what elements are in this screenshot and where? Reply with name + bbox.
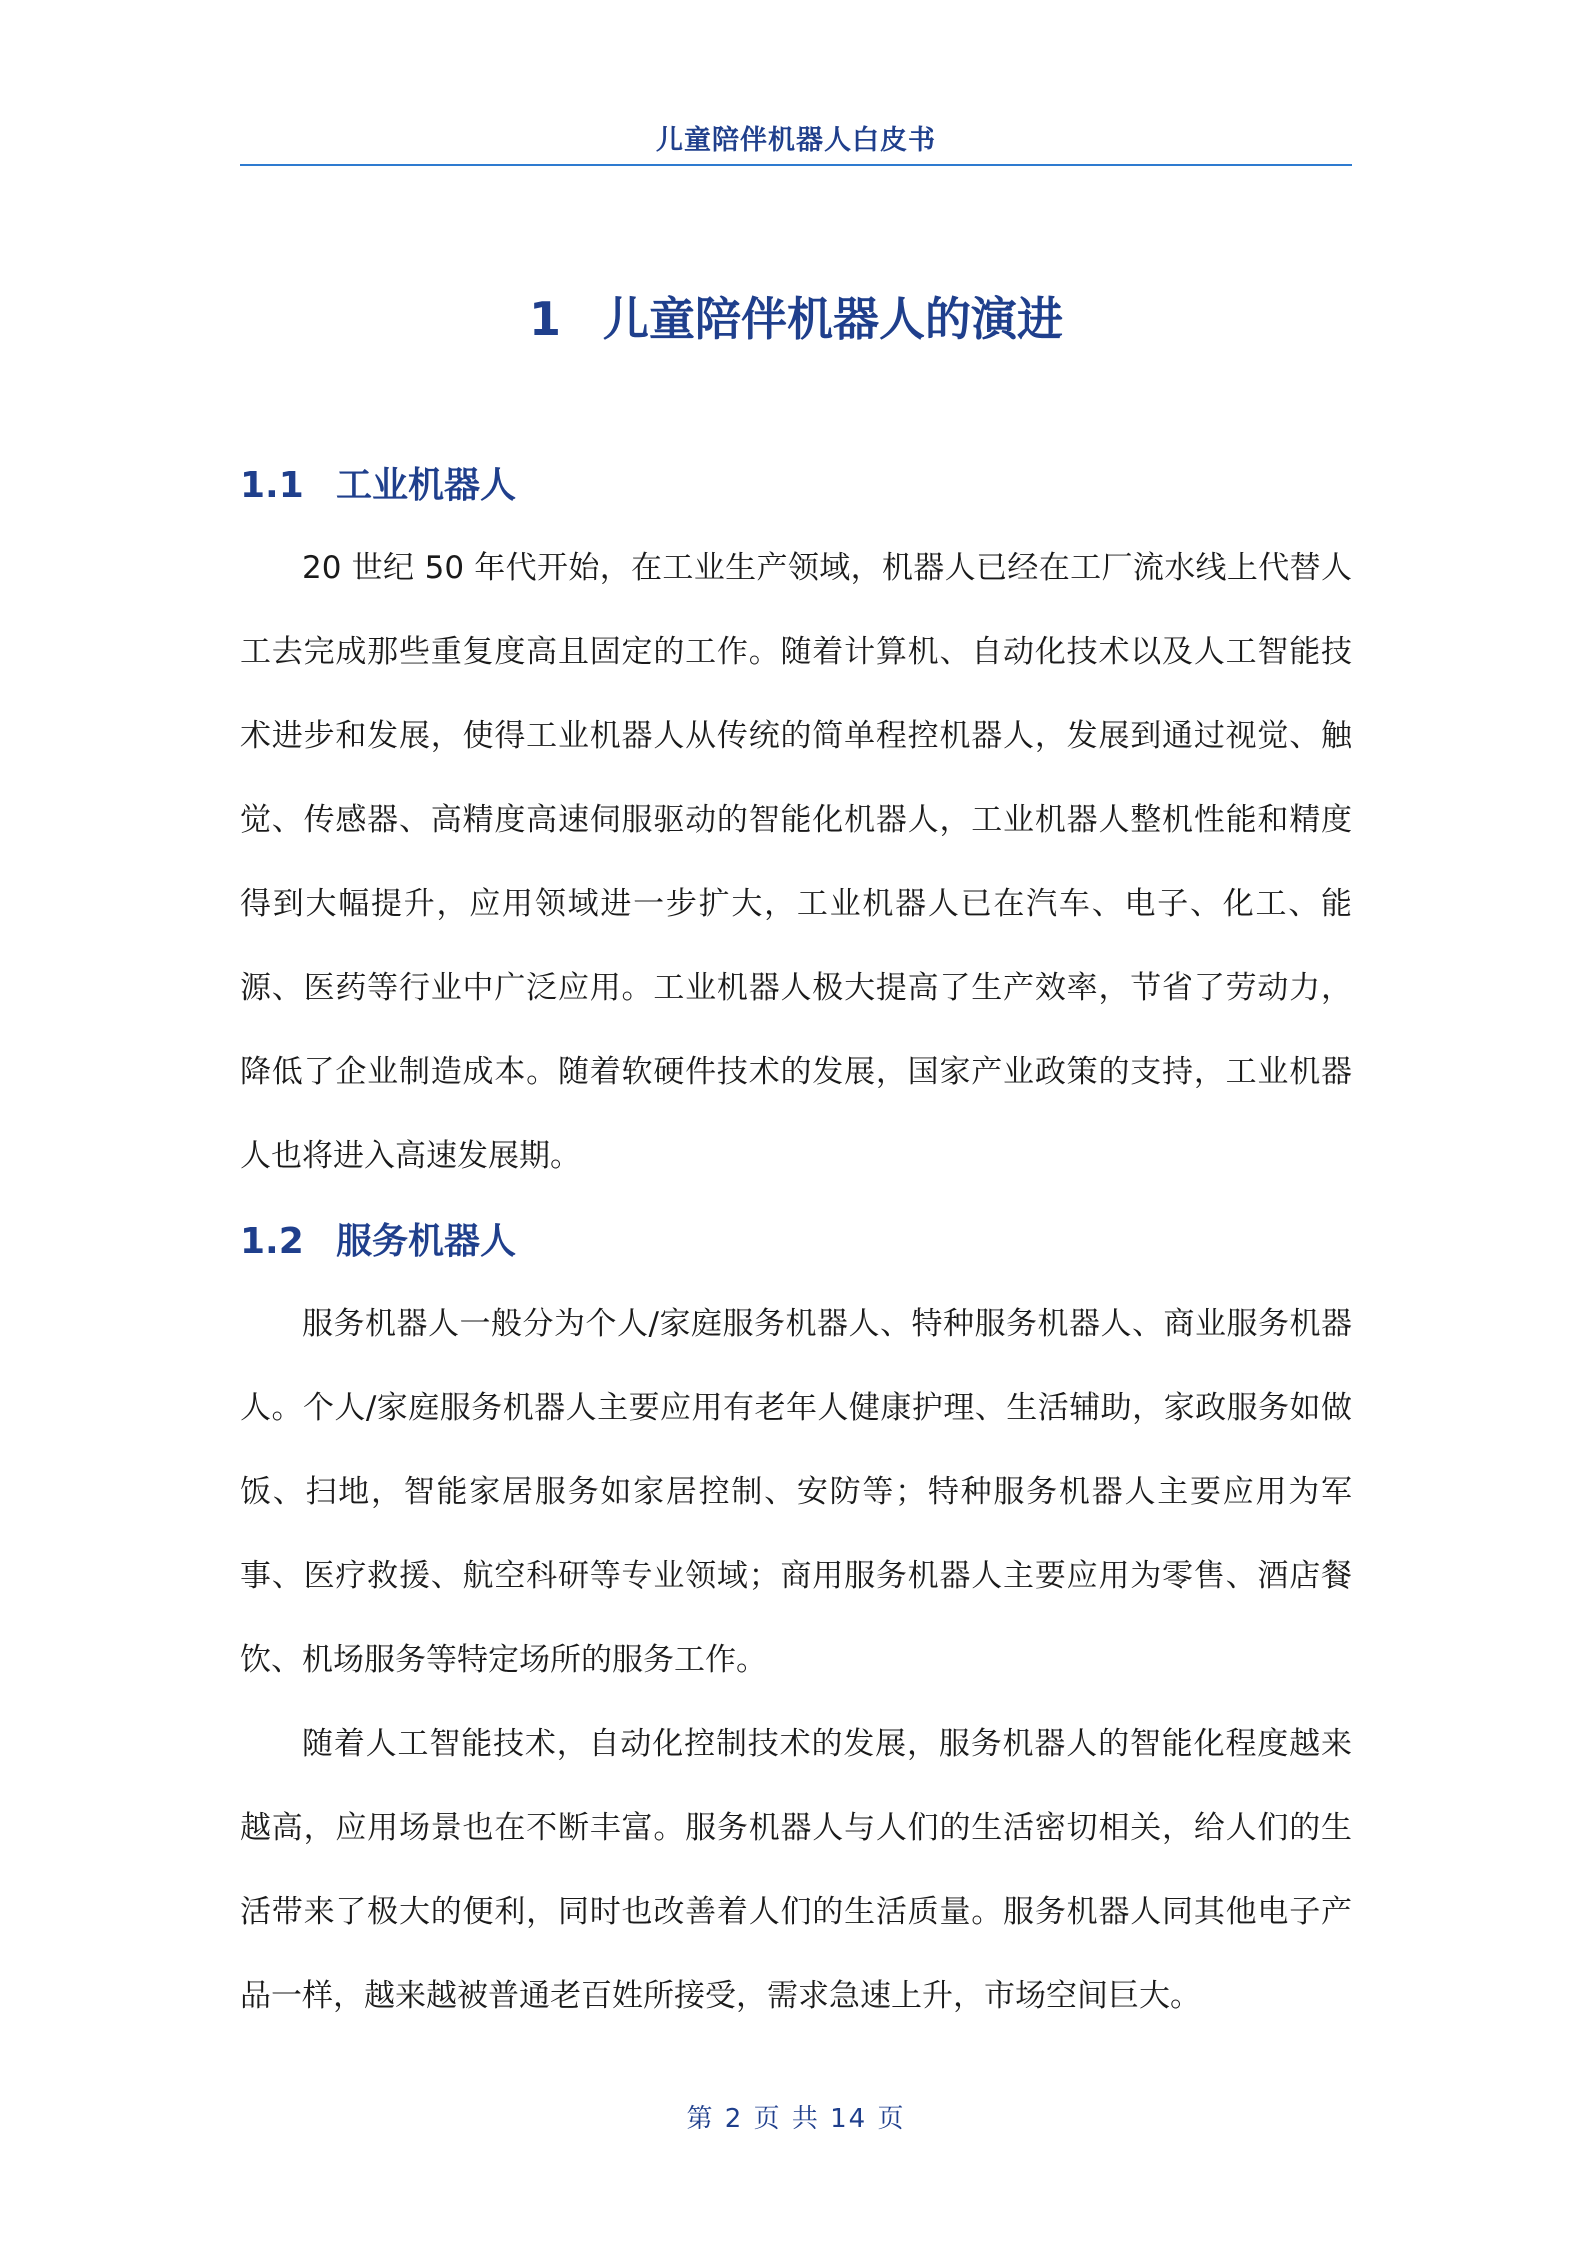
chapter-title-text: 儿童陪伴机器人的演进 <box>603 292 1063 346</box>
chapter-title <box>240 282 1352 356</box>
paragraph-service-robots-development: 随着人工智能技术，自动化控制技术的发展，服务机器人的智能化程度越来越高，应用场景也在不断丰富。服务机器人与人们的生活密切相关，给人们的生活带来了极大的便利，同时也改善着人们的生活质量。服务机器人同其他电子产品一样，越来越被普通老百姓所接受，需求急速上升，市场空间巨大。 <box>240 1726 1352 2014</box>
section-heading-1-1 <box>240 456 1352 516</box>
section-number: 1.1 <box>240 465 304 506</box>
running-header: 儿童陪伴机器人白皮书 <box>656 125 936 156</box>
page-number-footer: 第 2 页 共 14 页 <box>686 2104 906 2134</box>
section-number: 1.2 <box>240 1221 304 1262</box>
paragraph-industrial-robots: 20 世纪 50 年代开始，在工业生产领域，机器人已经在工厂流水线上代替人工去完成那些重复度高且固定的工作。随着计算机、自动化技术以及人工智能技术进步和发展，使得工业机器人从传统的简单程控机器人，发展到通过视觉、触觉、传感器、高精度高速伺服驱动的智能化机器人，工业机器人整机性能和精度得到大幅提升，应用领域进一步扩大，工业机器人已在汽车、电子、化工、能源、医药等行业中广泛应用。工业机器人极大提高了生产效率，节省了劳动力，降低了企业制造成本。随着软硬件技术的发展，国家产业政策的支持，工业机器人也将进入高速发展期。 <box>240 550 1352 1174</box>
header-divider <box>240 164 1352 166</box>
chapter-number: 1 <box>528 292 561 346</box>
section-title: 工业机器人 <box>336 465 517 506</box>
section-heading-1-2 <box>240 1212 1352 1272</box>
paragraph-service-robots-types: 服务机器人一般分为个人/家庭服务机器人、特种服务机器人、商业服务机器人。个人/家庭服务机器人主要应用有老年人健康护理、生活辅助，家政服务如做饭、扫地，智能家居服务如家居控制、安防等；特种服务机器人主要应用为军事、医疗救援、航空科研等专业领域；商用服务机器人主要应用为零售、酒店餐饮、机场服务等特定场所的服务工作。 <box>240 1306 1352 1678</box>
section-title: 服务机器人 <box>336 1221 517 1262</box>
